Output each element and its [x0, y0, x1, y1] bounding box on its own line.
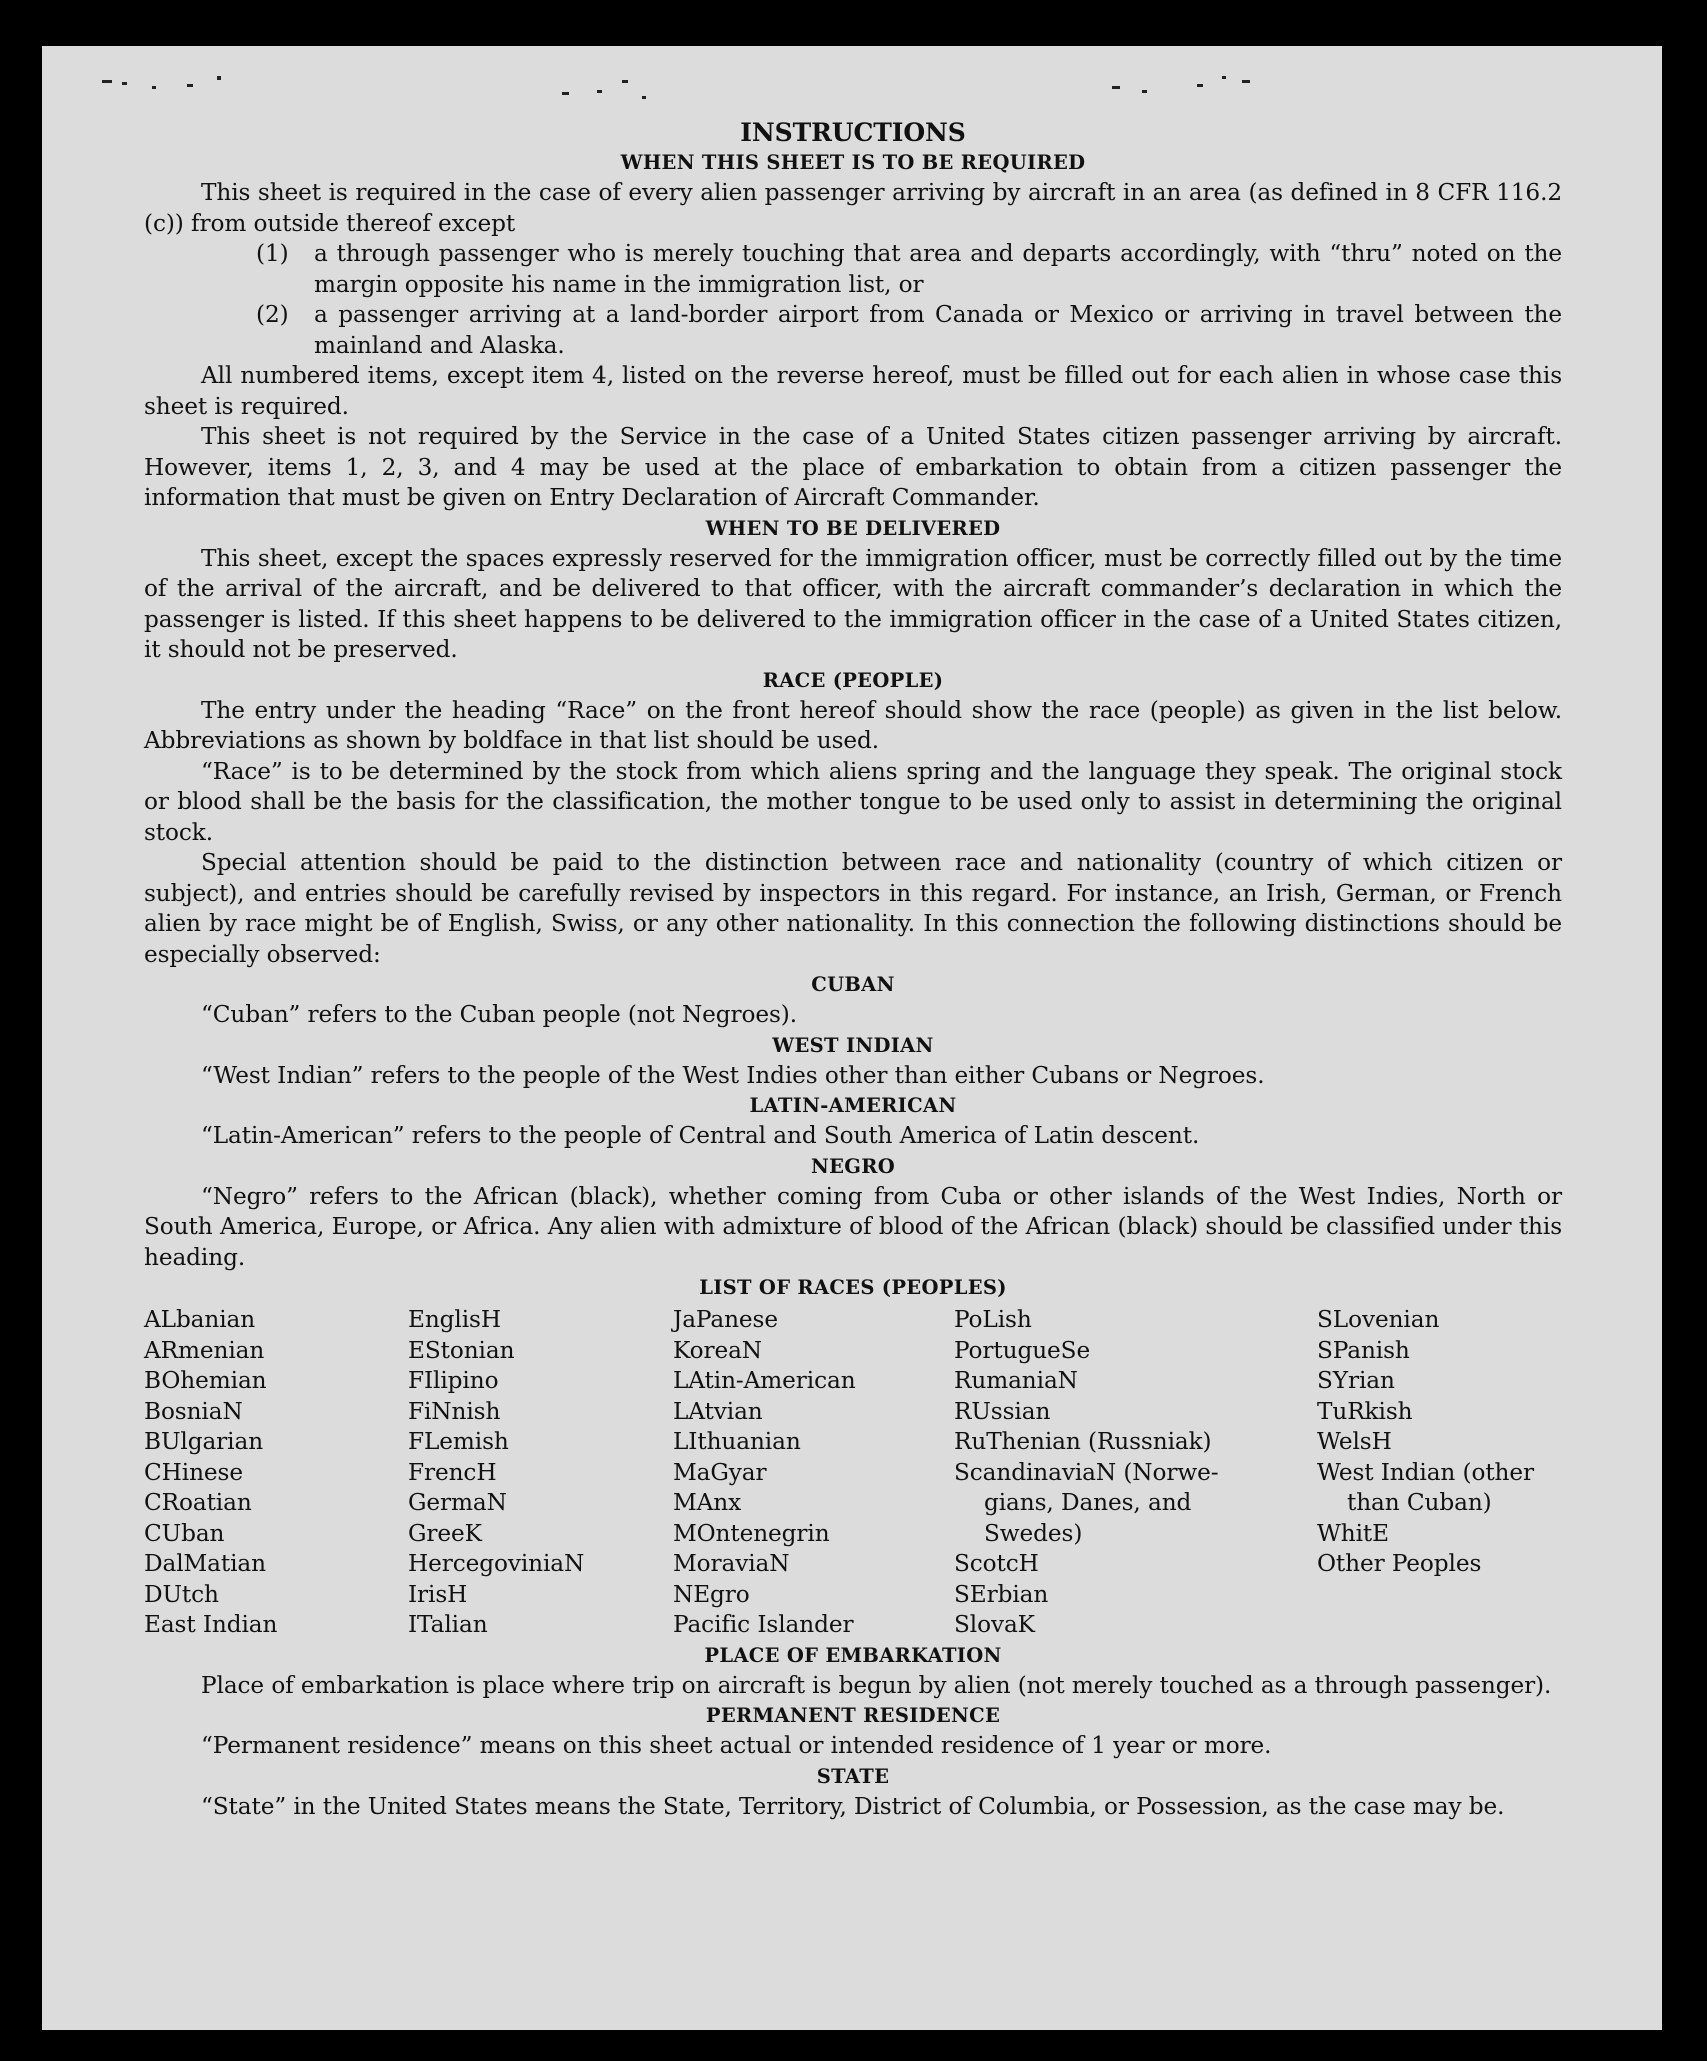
race-entry: IrisH [408, 1580, 468, 1608]
race-entry: LIthuanian [673, 1428, 801, 1455]
race-entry: CUban [144, 1519, 225, 1547]
races-column-5 [1317, 1305, 1562, 1641]
race-entry: MoraviaN [673, 1550, 790, 1577]
heading-west-indian: WEST INDIAN [772, 1033, 934, 1057]
race-entry: PortugueSe [954, 1336, 1091, 1364]
race-entry-continuation: gians, Danes, and [984, 1489, 1192, 1516]
race-entry: JaPanese [673, 1306, 778, 1333]
race-entry: ALbanian [144, 1306, 256, 1333]
heading-cuban: CUBAN [811, 973, 895, 996]
heading-when-delivered: WHEN TO BE DELIVERED [705, 516, 1001, 540]
race-entry: RuThenian (Russniak) [954, 1428, 1212, 1455]
exception-item-1 [144, 239, 1562, 300]
race-entry: Pacific Islander [673, 1611, 854, 1638]
race-entry: MaGyar [673, 1458, 767, 1486]
race-entry: EnglisH [408, 1306, 501, 1333]
race-entry-continuation: than Cuban) [1347, 1489, 1492, 1516]
race-entry: MOntenegrin [673, 1519, 830, 1547]
race-entry: West Indian (other [1317, 1458, 1534, 1486]
race-para-2: “Race” is to be determined by the stock from which aliens spring and the language they speak. The original stock or blood shall be the basis for the classification, the mother tongue to be used only to assist in determining the original stock. [144, 757, 1562, 846]
heading-list-of-races: LIST OF RACES (PEOPLES) [699, 1276, 1007, 1299]
heading-permanent-residence: PERMANENT RESIDENCE [705, 1704, 1001, 1727]
scan-specks [42, 46, 1662, 126]
residence-text: “Permanent residence” means on this sheet actual or intended residence of 1 year or more. [201, 1732, 1272, 1759]
page-title: INSTRUCTIONS [740, 118, 966, 147]
race-entry: SlovaK [954, 1611, 1035, 1638]
races-column-4 [954, 1305, 1317, 1641]
race-entry: FLemish [408, 1428, 509, 1455]
race-entry: ARmenian [144, 1336, 265, 1364]
races-column-1 [144, 1305, 408, 1641]
item-number: (2) [256, 301, 289, 328]
heading-negro: NEGRO [810, 1154, 896, 1178]
race-entry: RumaniaN [954, 1367, 1078, 1394]
race-entry: FrencH [408, 1458, 497, 1486]
state-text: “State” in the United States means the State, Territory, District of Columbia, or Possession, as the case may be. [201, 1792, 1505, 1820]
race-entry: SPanish [1317, 1336, 1410, 1364]
race-entry: East Indian [144, 1611, 278, 1638]
race-entry: NEgro [673, 1580, 750, 1608]
required-para-2: All numbered items, except item 4, listed on the reverse hereof, must be filled out for each alien in whose case this sheet is required. [144, 362, 1562, 420]
item-number: (1) [256, 240, 289, 267]
item-text: a passenger arriving at a land-border airport from Canada or Mexico or arriving in travel between the mainland and Alaska. [314, 301, 1562, 359]
race-entry: DUtch [144, 1580, 219, 1608]
race-entry: BUlgarian [144, 1428, 264, 1455]
races-column-2 [408, 1305, 673, 1641]
west-indian-text: “West Indian” refers to the people of the West Indies other than either Cubans or Negroes. [201, 1061, 1265, 1089]
races-column-3 [673, 1305, 954, 1641]
race-entry: GreeK [408, 1519, 482, 1547]
race-para-3: Special attention should be paid to the distinction between race and nationality (country of which citizen or subject), and entries should be carefully revised by inspectors in this regard. For instance, an Irish, German, or French alien by race might be of English, Swiss, or any other nationality. In this connection the following distinctions should be especially observed: [144, 849, 1562, 968]
heading-when-required: WHEN THIS SHEET IS TO BE REQUIRED [620, 151, 1086, 174]
race-entry: ITalian [408, 1611, 488, 1638]
race-entry: MAnx [673, 1489, 742, 1516]
instructions-text [144, 118, 1562, 1822]
race-entry: BosniaN [144, 1397, 243, 1425]
race-entry: BOhemian [144, 1367, 267, 1394]
required-intro: This sheet is required in the case of every alien passenger arriving by aircraft in an area (as defined in 8 CFR 116.2 (c)) from outside thereof except [144, 179, 1562, 237]
race-entry: CRoatian [144, 1489, 252, 1516]
race-entry: KoreaN [673, 1336, 762, 1364]
negro-text: “Negro” refers to the African (black), whether coming from Cuba or other islands of the West Indies, North or South America, Europe, or Africa. Any alien with admixture of blood of the African (black) should be classified under this heading. [144, 1182, 1562, 1271]
races-list [144, 1305, 1562, 1641]
heading-embarkation: PLACE OF EMBARKATION [704, 1643, 1002, 1667]
race-entry: WhitE [1317, 1519, 1389, 1547]
latin-american-text: “Latin-American” refers to the people of Central and South America of Latin descent. [201, 1122, 1200, 1149]
race-entry: SErbian [954, 1580, 1049, 1608]
race-entry: Other Peoples [1317, 1550, 1482, 1577]
heading-latin-american: LATIN-AMERICAN [749, 1094, 957, 1117]
race-entry: CHinese [144, 1458, 243, 1486]
heading-state: STATE [816, 1764, 890, 1788]
race-entry: SYrian [1317, 1367, 1395, 1394]
race-para-1: The entry under the heading “Race” on the front hereof should show the race (people) as given in the list below. Abbreviations as shown by boldface in that list should be used. [144, 696, 1562, 754]
embarkation-text: Place of embarkation is place where trip on aircraft is begun by alien (not merely touched as a through passenger). [201, 1671, 1552, 1699]
race-entry: EStonian [408, 1336, 515, 1364]
race-entry: GermaN [408, 1489, 507, 1516]
race-entry: LAtvian [673, 1397, 763, 1425]
race-entry: WelsH [1317, 1428, 1392, 1455]
exception-item-2 [144, 300, 1562, 361]
item-text: a through passenger who is merely touching that area and departs accordingly, with “thru” noted on the margin opposite his name in the immigration list, or [314, 240, 1562, 298]
cuban-text: “Cuban” refers to the Cuban people (not Negroes). [201, 1001, 798, 1028]
race-entry: TuRkish [1317, 1397, 1413, 1425]
required-para-3: This sheet is not required by the Service in the case of a United States citizen passenger arriving by aircraft. However, items 1, 2, 3, and 4 may be used at the place of embarkation to obtain from a citizen passenger the information that must be given on Entry Declaration of Aircraft Commander. [144, 423, 1562, 511]
race-entry: ScotcH [954, 1550, 1039, 1577]
race-entry: FIlipino [408, 1367, 499, 1394]
race-entry: PoLish [954, 1306, 1032, 1333]
race-entry-continuation: Swedes) [984, 1519, 1083, 1547]
heading-race: RACE (PEOPLE) [762, 668, 944, 692]
race-entry: FiNnish [408, 1397, 501, 1425]
race-entry: LAtin-American [673, 1367, 856, 1394]
race-entry: RUssian [954, 1397, 1051, 1425]
document-page [42, 46, 1662, 2030]
delivered-text: This sheet, except the spaces expressly reserved for the immigration officer, must be correctly filled out by the time of the arrival of the aircraft, and be delivered to that officer, with the aircraft commander’s declaration in which the passenger is listed. If this sheet happens to be delivered to the immigration officer in the case of a United States citizen, it should not be preserved. [144, 544, 1562, 663]
race-entry: DalMatian [144, 1550, 266, 1577]
race-entry: SLovenian [1317, 1306, 1440, 1333]
race-entry: HercegoviniaN [408, 1550, 585, 1577]
race-entry: ScandinaviaN (Norwe- [954, 1458, 1219, 1486]
